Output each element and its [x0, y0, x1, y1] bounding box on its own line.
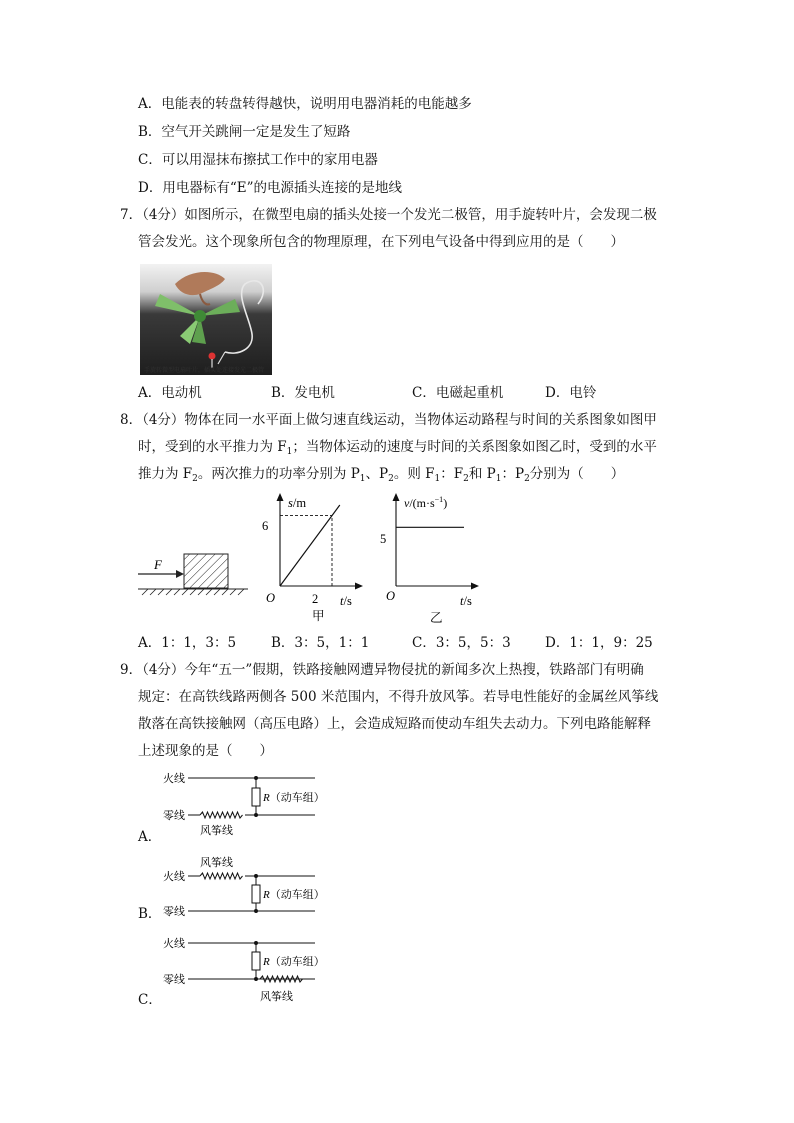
- q9-circuit-c[interactable]: [160, 930, 330, 1008]
- q9-circuit-a[interactable]: [160, 768, 330, 840]
- live-label: 火线: [163, 773, 185, 785]
- neutral-label: 零线: [163, 810, 185, 822]
- yi-y-tick: 5: [380, 532, 387, 546]
- resistor: [252, 885, 260, 903]
- q8-graph-yi: [380, 490, 492, 625]
- q6-option-b[interactable]: B．空气开关跳闸一定是发生了短路: [138, 124, 351, 140]
- q9-option-c[interactable]: C．: [138, 992, 162, 1008]
- q7-stem-line2: 管会发光。这个现象所包含的物理原理，在下列电气设备中得到应用的是（ ）: [138, 234, 624, 250]
- jia-series-line: [280, 505, 340, 586]
- kite-label: 风筝线: [200, 825, 233, 837]
- kite-line: [200, 812, 243, 818]
- jia-origin: O: [266, 591, 276, 605]
- q7-option-a[interactable]: A．电动机: [138, 385, 202, 401]
- q8-force-diagram: [136, 548, 250, 598]
- kite-label: 风筝线: [260, 991, 293, 1003]
- jia-y-tick: 6: [262, 519, 269, 533]
- kite-label: 风筝线: [200, 857, 233, 869]
- q9-stem-line4: 上述现象的是（ ）: [138, 743, 273, 759]
- jia-caption: 甲: [312, 609, 325, 623]
- yi-caption: 乙: [430, 611, 443, 625]
- resistor-label: R（动车组）: [263, 889, 325, 901]
- q6-option-a[interactable]: A．电能表的转盘转得越快，说明用电器消耗的电能越多: [138, 96, 472, 112]
- q7-fan-photo: [140, 264, 272, 375]
- kite-line: [200, 873, 243, 879]
- q8-stem-line2: 时，受到的水平推力为 $F_1$；当物体运动的速度与时间的关系图象如图乙时，受到的水平: [138, 439, 657, 457]
- live-label: 火线: [163, 871, 185, 883]
- neutral-label: 零线: [163, 974, 185, 986]
- jia-x-tick: 2: [312, 592, 319, 606]
- neutral-label: 零线: [163, 906, 185, 918]
- q9-option-b[interactable]: B．: [138, 906, 162, 922]
- led-icon: [209, 353, 216, 360]
- q8-stem-line1: 8．（4分）物体在同一水平面上做匀速直线运动，当物体运动路程与时间的关系图象如图甲: [120, 412, 657, 428]
- q9-stem-line1: 9．（4分）今年“五一”假期，铁路接触网遭异物侵扰的新闻多次上热搜，铁路部门有明确: [120, 662, 644, 678]
- q9-option-a[interactable]: A．: [138, 829, 162, 845]
- q8-stem-line3: 推力为 $F_2$。两次推力的功率分别为 $P_1$、$P_2$。则 $F_1$：$F_2$和 $P_1$：$P_2$分别为（ ）: [138, 466, 625, 484]
- ground-hatch: [142, 589, 244, 595]
- resistor: [252, 788, 260, 806]
- resistor-label: R（动车组）: [263, 792, 325, 804]
- jia-xlabel: t/s: [340, 594, 352, 608]
- q6-option-d[interactable]: D．用电器标有“E”的电源插头连接的是地线: [138, 180, 402, 196]
- q6-option-c[interactable]: C．可以用湿抹布擦拭工作中的家用电器: [138, 152, 378, 168]
- q9-stem-line2: 规定：在高铁线路两侧各 500 米范围内，不得升放风筝。若导电性能好的金属丝风筝线: [138, 689, 659, 705]
- jia-ylabel: s/m: [288, 496, 307, 510]
- q8-option-c[interactable]: C．3：5，5：3: [412, 635, 511, 651]
- q9-stem-line3: 散落在高铁接触网（高压电路）上，会造成短路而使动车组失去动力。下列电路能解释: [138, 716, 651, 732]
- q7-option-d[interactable]: D．电铃: [545, 385, 597, 401]
- yi-ylabel: $v/(m\cdot s^{-1})$: [404, 495, 448, 510]
- force-label: F: [154, 557, 162, 572]
- q7-option-b[interactable]: B．发电机: [271, 385, 335, 401]
- q8-graph-jia: [258, 490, 370, 625]
- block: [184, 554, 228, 588]
- resistor-label: R（动车组）: [263, 956, 325, 968]
- yi-origin: O: [386, 589, 396, 603]
- q8-option-b[interactable]: B．3：5，1：1: [271, 635, 370, 651]
- svg-text:手旋转微型电扇叶片，插头处连接发光二极管: 手旋转微型电扇叶片，插头处连接发光二极管: [144, 368, 265, 374]
- yi-xlabel: t/s: [460, 594, 472, 608]
- q9-circuit-b[interactable]: [160, 852, 330, 922]
- live-label: 火线: [163, 938, 185, 950]
- kite-line: [260, 976, 303, 982]
- resistor: [252, 952, 260, 970]
- q7-stem-line1: 7．（4分）如图所示，在微型电扇的插头处接一个发光二极管，用手旋转叶片，会发现二极: [120, 207, 657, 223]
- q8-option-d[interactable]: D．1：1，9：25: [545, 635, 653, 651]
- q7-option-c[interactable]: C．电磁起重机: [412, 385, 504, 401]
- q8-option-a[interactable]: A．1：1，3：5: [138, 635, 237, 651]
